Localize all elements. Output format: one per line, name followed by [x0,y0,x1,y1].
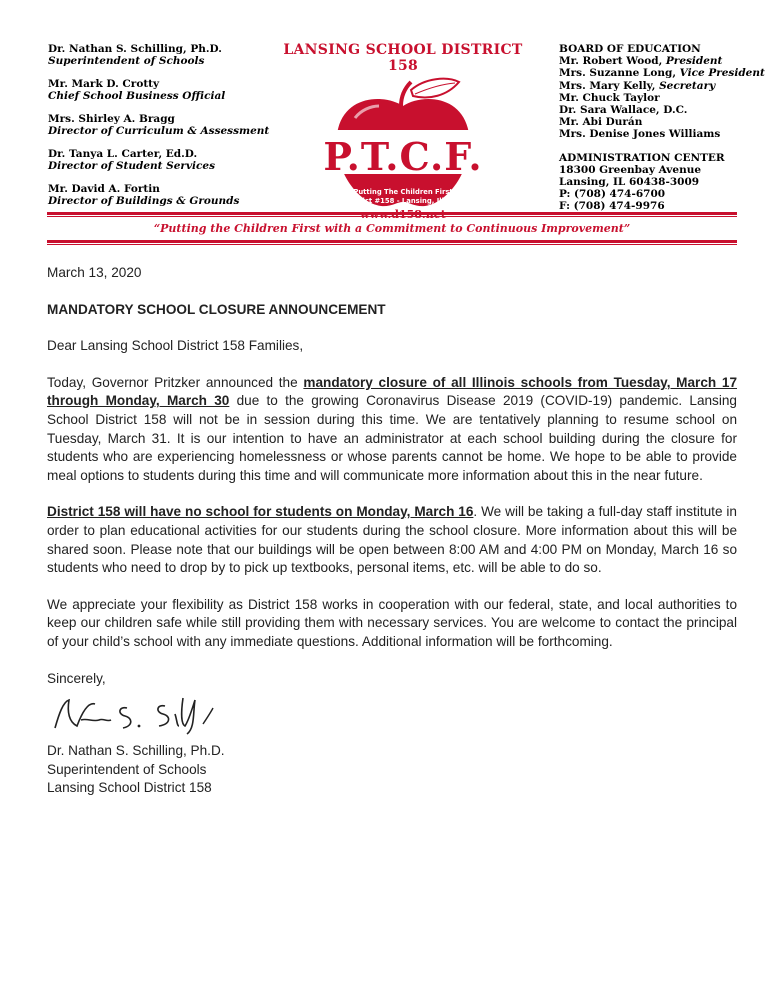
board-member: Mrs. Suzanne Long, Vice President [559,67,765,80]
admin-address-1: 18300 Greenbay Avenue [559,163,702,176]
staff-entry [48,148,278,172]
staff-title: Director of Curriculum & Assessment [48,125,270,138]
admin-phone: P: (708) 474-6700 [559,188,666,201]
admin-fax: F: (708) 474-9976 [559,200,665,213]
closure-dates-highlight: mandatory closure of all Illinois schools from Tuesday, March 17 through Monday, March 30 [47,374,738,409]
district-name: LANSING SCHOOL DISTRICT 158 [283,42,523,74]
staff-entry [48,183,278,207]
staff-entry [48,43,278,67]
letter-closing: Sincerely, [47,670,106,686]
board-member: Mrs. Denise Jones Williams [559,128,721,141]
divider-bottom [47,240,737,243]
district-motto: “Putting the Children First with a Commitment to Continuous Improvement” [153,222,631,235]
staff-title: Chief School Business Official [48,90,226,103]
handwritten-signature-icon [47,694,247,738]
staff-name: Mr. Mark D. Crotty [48,78,160,90]
letter-date: March 13, 2020 [47,265,142,280]
signature-image [47,694,737,738]
board-admin-block [559,43,774,213]
letter-body [47,264,737,798]
board-member: Dr. Sara Wallace, D.C. [559,104,688,117]
logo-district-line: District #158 - Lansing, Illinois [343,197,463,205]
signature-block [47,742,737,798]
board-member: Mr. Abi Durán [559,116,643,129]
letter-salutation: Dear Lansing School District 158 Families, [47,338,304,354]
no-school-highlight: District 158 will have no school for students on Monday, March 16 [47,504,474,520]
admin-address-2: Lansing, IL 60438-3009 [559,176,700,189]
board-heading: BOARD OF EDUCATION [559,43,701,55]
staff-title: Director of Student Services [48,160,216,173]
letter-headline: MANDATORY SCHOOL CLOSURE ANNOUNCEMENT [47,301,386,317]
staff-title: Director of Buildings & Grounds [48,195,240,208]
apple-logo [278,76,528,206]
divider-top [47,212,737,215]
board-member: Mr. Chuck Taylor [559,91,660,104]
board-member: Mr. Robert Wood, President [559,55,723,68]
divider-top-thin [47,216,737,217]
admin-heading: ADMINISTRATION CENTER [559,151,725,164]
staff-name: Mrs. Shirley A. Bragg [48,113,175,125]
staff-title: Superintendent of Schools [48,55,205,68]
logo-tagline: Putting The Children First [353,188,453,196]
divider-bottom-thin [47,244,737,245]
signer-organization: Lansing School District 158 [47,780,212,796]
logo-text: P.T.C.F. [323,134,483,179]
staff-list [48,43,278,218]
board-member: Mrs. Mary Kelly, Secretary [559,79,716,92]
paragraph-2: District 158 will have no school for students on Monday, March 16. We will be taking a full-day staff institute in order to plan educational activities for our students during the school closure. More information about this will be shared soon. Please note that our buildings will be open between 8:00 AM and 4:00 PM on Monday, March 16 so students who need to drop by to pick up textbooks, personal items, etc. will be able to do so. [47,504,737,576]
staff-name: Dr. Tanya L. Carter, Ed.D. [48,148,198,160]
paragraph-3: We appreciate your flexibility as District 158 works in cooperation with our federal, state, and local authorities to keep our children safe while still providing them with necessary services. You are welcome to contact the principal of your child’s school with any immediate questions. Additional information will be forthcoming. [47,596,737,649]
signer-title: Superintendent of Schools [47,761,207,777]
district-logo-block [278,42,528,221]
signer-name: Dr. Nathan S. Schilling, Ph.D. [47,743,225,759]
staff-entry [48,78,278,102]
staff-name: Dr. Nathan S. Schilling, Ph.D. [48,43,222,55]
staff-entry [48,113,278,137]
paragraph-1: Today, Governor Pritzker announced the mandatory closure of all Illinois schools from Tuesday, March 17 through Monday, March 30 due to the growing Coronavirus Disease 2019 (COVID-19) pandemic. Lansing School District 158 will not be in session during this time. We are tentatively planning to resume school on Tuesday, March 31. It is our intention to have an administrator at each school building during the closure for students who are experiencing homelessness or whose parents cannot be home. We hope to be able to provide meal options to students during this time and will communicate more information about this in the near future. [47,374,738,483]
staff-name: Mr. David A. Fortin [48,183,160,195]
